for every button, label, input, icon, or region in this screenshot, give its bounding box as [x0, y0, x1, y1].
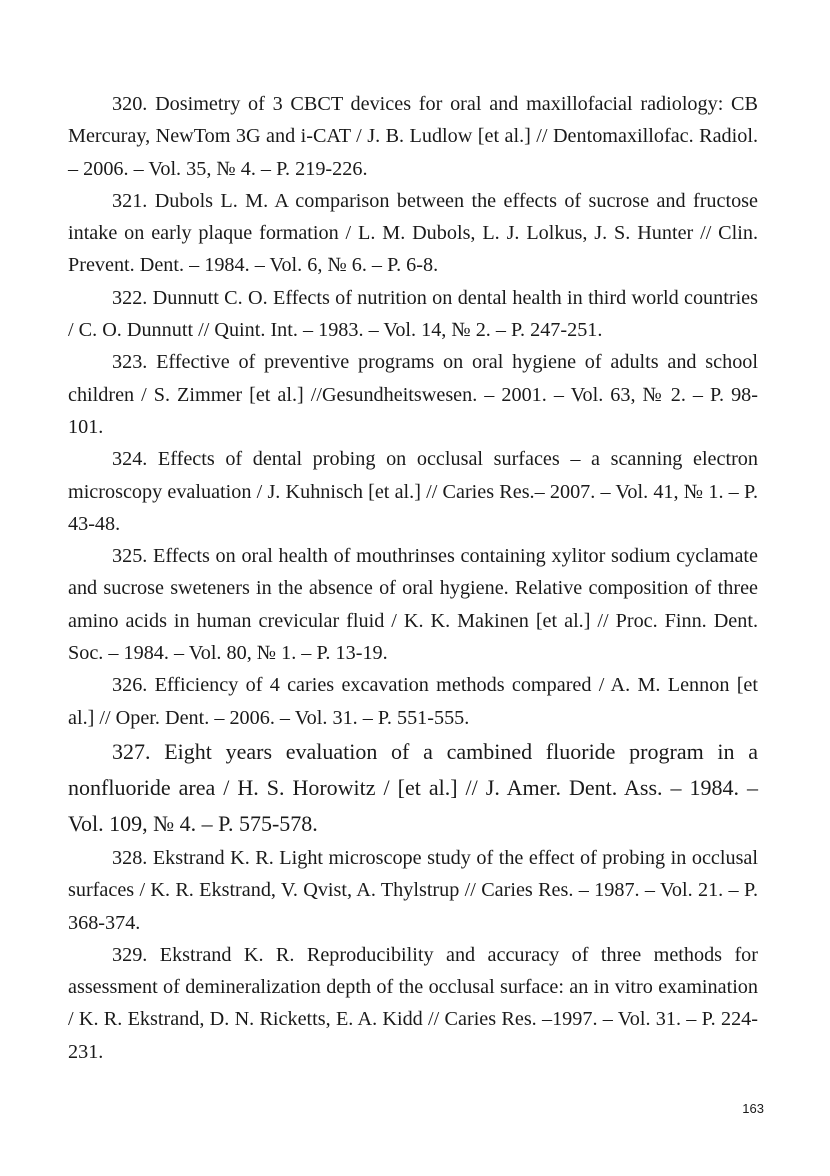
page-number: 163	[742, 1101, 764, 1116]
reference-325: 325. Effects on oral health of mouthrinses containing xylitor sodium cyclamate and sucrose sweteners in the absence of oral hygiene. Relative composition of three amino acids in human crevicular fluid / K. K. Makinen [et al.] // Proc. Finn. Dent. Soc. – 1984. – Vol. 80, № 1. – P. 13-19.	[68, 545, 758, 665]
reference-list	[68, 88, 758, 1068]
reference-327: 327. Eight years evaluation of a cambined fluoride program in a nonfluoride area / H. S. Horowitz / [et al.] // J. Amer. Dent. Ass. – 1984. – Vol. 109, № 4. – P. 575-578.	[68, 738, 758, 836]
reference-328: 328. Ekstrand K. R. Light microscope study of the effect of probing in occlusal surfaces / K. R. Ekstrand, V. Qvist, A. Thylstrup // Caries Res. – 1987. – Vol. 21. – P. 368-374.	[68, 846, 758, 934]
reference-324: 324. Effects of dental probing on occlusal surfaces – a scanning electron microscopy evaluation / J. Kuhnisch [et al.] // Caries Res.– 2007. – Vol. 41, № 1. – P. 43-48.	[68, 448, 758, 535]
reference-326: 326. Efficiency of 4 caries excavation methods compared / A. M. Lennon [et al.] // Oper. Dent. – 2006. – Vol. 31. – P. 551-555.	[68, 674, 758, 729]
reference-329: 329. Ekstrand K. R. Reproducibility and accuracy of three methods for assessment of demineralization depth of the occlusal surface: an in vitro examination / K. R. Ekstrand, D. N. Ricketts, E. A. Kidd // Caries Res. –1997. – Vol. 31. – P. 224-231.	[68, 943, 758, 1063]
reference-322: 322. Dunnutt C. O. Effects of nutrition on dental health in third world countries / C. O. Dunnutt // Quint. Int. – 1983. – Vol. 14, № 2. – P. 247-251.	[68, 286, 758, 342]
reference-323: 323. Effective of preventive programs on oral hygiene of adults and school children / S. Zimmer [et al.] //Gesundheitswesen. – 2001. – Vol. 63, № 2. – P. 98-101.	[68, 351, 758, 438]
reference-320: 320. Dosimetry of 3 CBCT devices for oral and maxillofacial radiology: CB Mercuray, NewTom 3G and i-CAT / J. B. Ludlow [et al.] // Dentomaxillofac. Radiol. – 2006. – Vol. 35, № 4. – P. 219-226.	[68, 93, 758, 180]
reference-321: 321. Dubols L. M. A comparison between the effects of sucrose and fructose intake on early plaque formation / L. M. Dubols, L. J. Lolkus, J. S. Hunter // Clin. Prevent. Dent. – 1984. – Vol. 6, № 6. – P. 6-8.	[68, 189, 758, 277]
